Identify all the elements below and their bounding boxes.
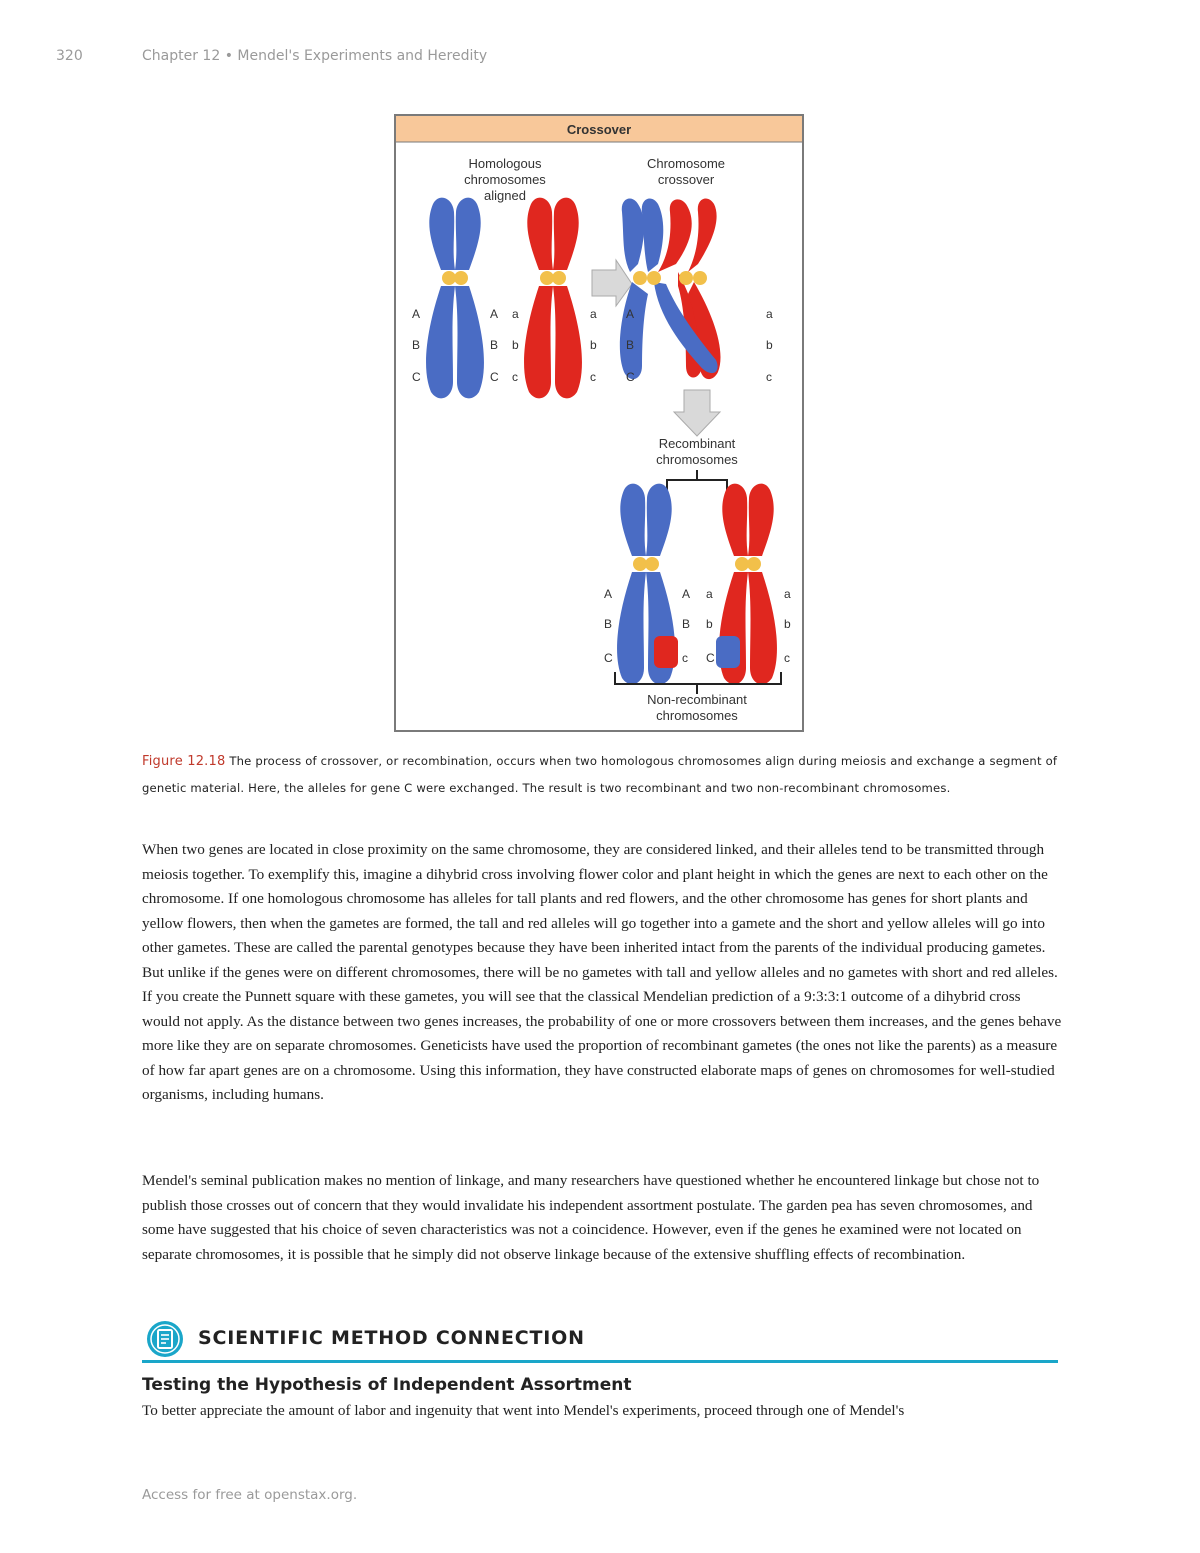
chapter-title: Chapter 12 • Mendel's Experiments and Heredity bbox=[142, 48, 488, 64]
allele-B-3: B bbox=[626, 338, 635, 352]
allele-C-3: C bbox=[626, 370, 635, 384]
allele-C-1: C bbox=[412, 370, 421, 384]
recombinant-bracket bbox=[667, 470, 727, 502]
allele-b-1: b bbox=[512, 338, 519, 352]
allele-C-2: C bbox=[490, 370, 499, 384]
body-paragraph-2: Mendel's seminal publication makes no mention of linkage, and many researchers have questioned whether he encountered linkage but chose not to publish those crosses out of concern that they would invalidate his independent assortment postulate. The garden pea has seven chromosomes, and some have suggested that his choice of seven characteristics was not a coincidence. However, even if the genes he examined were not located on separate chromosomes, it is possible that he simply did not observe linkage because of the extensive shuffling effects of recombination. bbox=[142, 1172, 1040, 1263]
allele-b-4: b bbox=[706, 617, 713, 631]
page-footer: Access for free at openstax.org. bbox=[142, 1487, 358, 1503]
chromosome-pair-crossover bbox=[620, 198, 721, 379]
label-recombinant-1: Recombinant bbox=[658, 436, 736, 451]
allele-a-3: a bbox=[766, 307, 773, 321]
body-paragraph-1: When two genes are located in close proximity on the same chromosome, they are considered linked, and their alleles tend to be transmitted through meiosis together. To exemplify this, imagine a dihybrid cross involving flower color and plant height in which the genes are next to each other on the chromosome. If one homologous chromosome has alleles for tall plants and red flowers, and the other chromosome has genes for short plants and yellow flowers, then when the gametes are formed, the tall and red alleles will go together into a gamete and the short and yellow alleles will go into other gametes. These are called the parental genotypes because they have been inherited intact from the parents of the individual producing gametes. But unlike if the genes were on different chromosomes, there will be no gametes with tall and yellow alleles and no gametes with short and red alleles. If you create the Punnett square with these gametes, you will see that the classical Mendelian prediction of a 9:3:3:1 outcome of a dihybrid cross would not apply. As the distance between two genes increases, the probability of one or more crossovers between them increases, and the genes behave more like they are on separate chromosomes. Geneticists have used the proportion of recombinant gametes (the ones not like the parents) as a measure of how far apart genes are on a chromosome. Using this information, they have constructed elaborate maps of genes on chromosomes for well-studied organisms, including humans. bbox=[142, 841, 1062, 1103]
allele-B-2: B bbox=[490, 338, 499, 352]
allele-c-6: c bbox=[784, 651, 790, 665]
scientific-method-icon bbox=[146, 1320, 184, 1358]
allele-a-5: a bbox=[784, 587, 791, 601]
label-homologous-3: aligned bbox=[484, 188, 526, 203]
figure-caption-text: The process of crossover, or recombination, occurs when two homologous chromosomes align during meiosis and exchange a segment of genetic material. Here, the alleles for gene C were exchanged. The result is two recombinant and two non-recombinant chromosomes. bbox=[142, 754, 1058, 795]
allele-B-5: B bbox=[682, 617, 691, 631]
allele-A-5: A bbox=[682, 587, 691, 601]
label-homologous-1: Homologous bbox=[468, 156, 542, 171]
allele-b-2: b bbox=[590, 338, 597, 352]
page-number: 320 bbox=[56, 48, 83, 64]
label-crossover-1: Chromosome bbox=[646, 156, 726, 171]
allele-A-1: A bbox=[412, 307, 421, 321]
feature-header bbox=[142, 1320, 1058, 1363]
centromere-blue-aligned bbox=[442, 271, 468, 285]
down-arrow-icon bbox=[674, 390, 720, 436]
label-crossover-2: crossover bbox=[657, 172, 715, 187]
allele-C-4: C bbox=[604, 651, 613, 665]
label-nonrecombinant-2: chromosomes bbox=[656, 708, 738, 723]
page-header bbox=[56, 48, 487, 64]
allele-B-4: B bbox=[604, 617, 613, 631]
red-segment-exchanged bbox=[654, 636, 678, 668]
allele-b-3: b bbox=[766, 338, 773, 352]
body-paragraph-3: To better appreciate the amount of labor and ingenuity that went into Mendel's experiments, proceed through one of Mendel's bbox=[142, 1402, 905, 1419]
allele-A-3: A bbox=[626, 307, 635, 321]
blue-segment-exchanged bbox=[716, 636, 740, 668]
allele-c-5: c bbox=[682, 651, 688, 665]
centromere-red-recombinant bbox=[735, 557, 761, 571]
chromosome-blue-aligned bbox=[426, 198, 484, 399]
figure-caption bbox=[142, 748, 1062, 801]
figure-label: Figure 12.18 bbox=[142, 754, 226, 769]
right-arrow-icon bbox=[592, 260, 632, 306]
allele-c-2: c bbox=[590, 370, 596, 384]
allele-a-2: a bbox=[590, 307, 597, 321]
centromere-red-aligned bbox=[540, 271, 566, 285]
allele-A-4: A bbox=[604, 587, 613, 601]
label-nonrecombinant-1: Non-recombinant bbox=[647, 692, 747, 707]
label-homologous-2: chromosomes bbox=[464, 172, 546, 187]
allele-a-4: a bbox=[706, 587, 713, 601]
centromere-blue-recombinant bbox=[633, 557, 659, 571]
allele-c-1: c bbox=[512, 370, 518, 384]
feature-title: SCIENTIFIC METHOD CONNECTION bbox=[198, 1327, 585, 1349]
allele-A-2: A bbox=[490, 307, 499, 321]
label-recombinant-2: chromosomes bbox=[656, 452, 738, 467]
allele-c-3: c bbox=[766, 370, 772, 384]
allele-B-1: B bbox=[412, 338, 421, 352]
allele-C-6: C bbox=[706, 651, 715, 665]
allele-b-5: b bbox=[784, 617, 791, 631]
crossover-diagram bbox=[396, 116, 802, 730]
section-subheading: Testing the Hypothesis of Independent Assortment bbox=[142, 1375, 632, 1395]
figure-title: Crossover bbox=[566, 122, 632, 137]
crossover-figure bbox=[394, 114, 804, 732]
allele-a-1: a bbox=[512, 307, 519, 321]
chromosome-red-aligned bbox=[524, 198, 582, 399]
